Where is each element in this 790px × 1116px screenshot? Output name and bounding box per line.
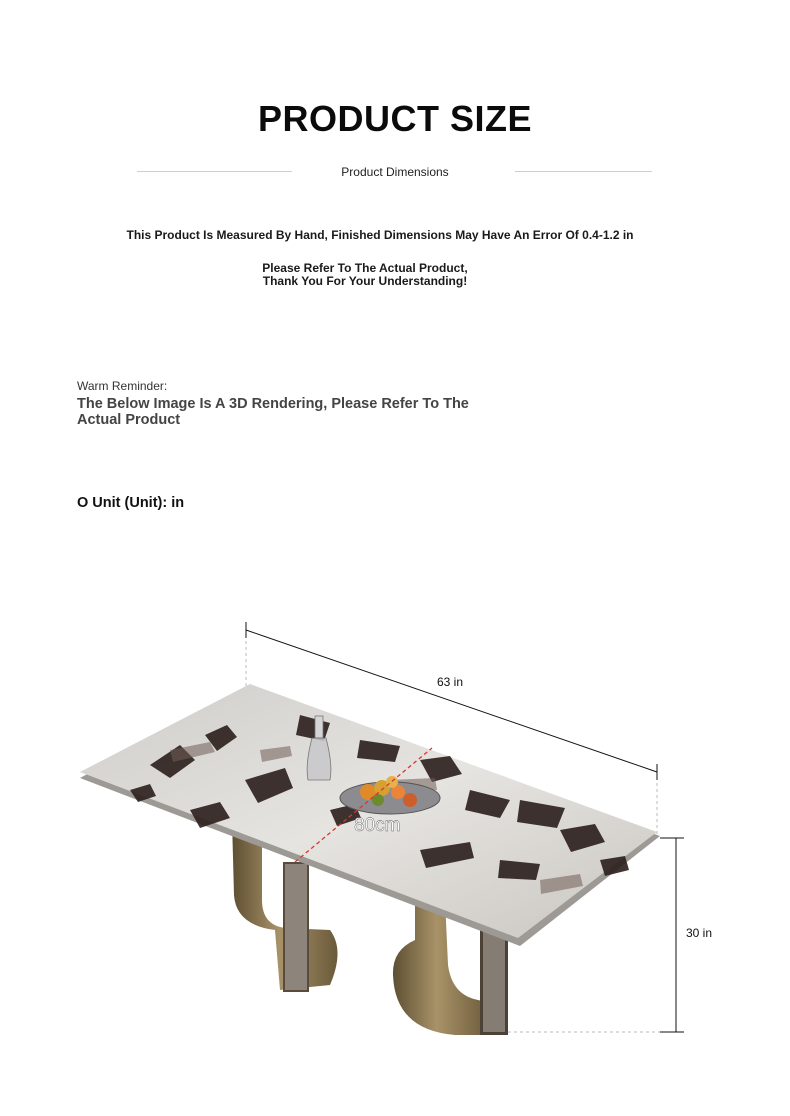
length-label: 63 in	[437, 675, 464, 689]
width-label: 80cm	[354, 815, 401, 836]
section-subtitle: Product Dimensions	[341, 165, 449, 179]
thanks-note-line1: Please Refer To The Actual Product,	[262, 261, 468, 275]
divider-left	[137, 171, 292, 172]
warm-reminder-line1: The Below Image Is A 3D Rendering, Please Refer To The	[77, 396, 469, 412]
height-label: 30 in	[686, 926, 713, 940]
warm-reminder-label: Warm Reminder:	[77, 379, 168, 393]
page-title: PRODUCT SIZE	[257, 98, 532, 139]
unit-label: O Unit (Unit): in	[77, 495, 185, 511]
warm-reminder-text	[77, 396, 477, 428]
thanks-note-line2: Thank You For Your Understanding!	[262, 274, 468, 288]
table-dimension-drawing	[0, 600, 790, 1100]
measurement-note: This Product Is Measured By Hand, Finished Dimensions May Have An Error Of 0.4-1.2 in	[126, 228, 634, 242]
warm-reminder-line2: Actual Product	[77, 412, 181, 428]
divider-right	[515, 171, 652, 172]
thanks-note	[0, 262, 730, 288]
